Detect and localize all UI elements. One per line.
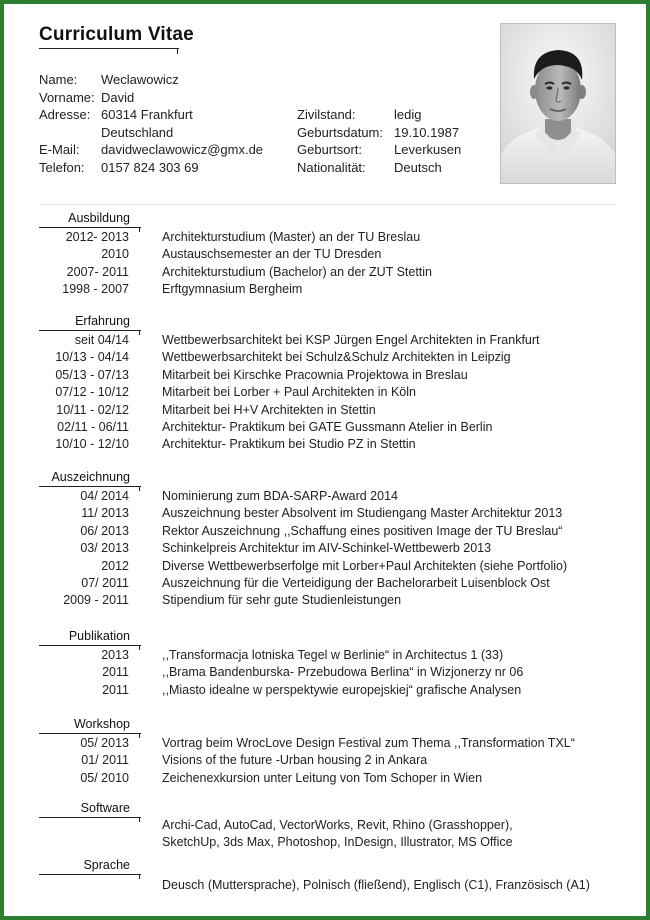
section-publikation (39, 629, 629, 699)
list-item (39, 402, 629, 419)
entry-date: 2011 (102, 682, 129, 697)
list-item (39, 246, 629, 263)
section-rule (39, 733, 141, 734)
section-rule (39, 227, 141, 228)
list-item (39, 281, 629, 298)
entry-text: Wettbewerbsarchitekt bei Schulz&Schulz Architekten in Leipzig (162, 350, 511, 365)
entry-date: 2009 - 2011 (63, 593, 129, 608)
list-item (39, 752, 629, 769)
list-item (39, 664, 629, 681)
entry-date: 2011 (102, 665, 129, 680)
section-rule-tick (139, 817, 140, 822)
entry-text: Architektur- Praktikum bei GATE Gussmann Atelier in Berlin (162, 419, 493, 434)
section-heading: Software (80, 801, 130, 815)
title-underline (39, 48, 179, 49)
section-erfahrung (39, 314, 629, 454)
zivilstand-label: Zivilstand: (297, 107, 356, 122)
list-item (39, 540, 629, 557)
name-label: Name: (39, 72, 78, 87)
telefon-label: Telefon: (39, 159, 85, 175)
sprache-line-1: Deusch (Muttersprache), Polnisch (fließend), Englisch (C1), Französisch (A1) (162, 878, 590, 892)
entry-text: Mitarbeit bei Kirschke Pracownia Projektowa in Breslau (162, 367, 468, 382)
nationalitaet-label: Nationalität: (297, 159, 366, 175)
entry-text: Auszeichnung für die Verteidigung der Bachelorarbeit Luisenblock Ost (162, 575, 550, 590)
list-item (39, 436, 629, 453)
personal-info-left (39, 71, 263, 176)
personal-info-right (297, 106, 461, 176)
entry-date: 06/ 2013 (80, 523, 129, 538)
entry-date: 04/ 2014 (80, 489, 129, 503)
section-rule (39, 645, 141, 646)
entry-text: Mitarbeit bei H+V Architekten in Stettin (162, 402, 376, 417)
email-value: davidweclawowicz@gmx.de (101, 142, 264, 157)
entry-date: 05/ 2010 (80, 770, 129, 785)
entry-text: ,,Miasto idealne w perspektywie europejskiej“ grafische Analysen (162, 682, 522, 697)
geburtsdatum-value: 19.10.1987 (394, 124, 460, 140)
entry-text: Wettbewerbsarchitekt bei KSP Jürgen Engel Architekten in Frankfurt (162, 333, 540, 347)
list-item (39, 367, 629, 384)
list-item (39, 419, 629, 436)
entry-text: ,,Brama Bandenburska- Przebudowa Berlina“ in Wizjonerzy nr 06 (162, 665, 524, 680)
geburtsort-value: Leverkusen (394, 142, 462, 157)
section-rule (39, 874, 141, 875)
header-divider (39, 204, 616, 205)
section-rule (39, 817, 141, 818)
list-item (39, 505, 629, 522)
entry-date: 07/12 - 10/12 (55, 385, 129, 400)
section-heading: Erfahrung (75, 314, 130, 328)
entry-text: Auszeichnung bester Absolvent im Studiengang Master Architektur 2013 (162, 506, 563, 521)
list-item (39, 592, 629, 609)
entry-date: 2010 (101, 247, 129, 262)
entry-date: 1998 - 2007 (62, 282, 129, 297)
list-item (39, 647, 629, 664)
entry-text: Schinkelpreis Architektur im AIV-Schinkel-Wettbewerb 2013 (162, 541, 492, 556)
section-rule (39, 486, 141, 487)
list-item (39, 332, 629, 349)
section-ausbildung (39, 211, 629, 299)
cv-page (4, 4, 646, 916)
name-value: Weclawowicz (101, 72, 179, 87)
entry-text: Architekturstudium (Master) an der TU Breslau (162, 230, 421, 244)
list-item (39, 264, 629, 281)
entry-date: 2013 (101, 648, 129, 662)
entry-date: 2007- 2011 (66, 264, 129, 279)
software-line-2: SketchUp, 3ds Max, Photoshop, InDesign, Illustrator, MS Office (162, 835, 513, 850)
entry-date: 03/ 2013 (80, 541, 129, 556)
telefon-value: 0157 824 303 69 (101, 159, 199, 175)
entry-text: Zeichenexkursion unter Leitung von Tom Schoper in Wien (162, 770, 483, 785)
portrait-photo (500, 23, 616, 184)
zivilstand-value: ledig (394, 107, 422, 122)
list-item (39, 384, 629, 401)
entry-date: 02/11 - 06/11 (57, 419, 129, 434)
list-item (39, 523, 629, 540)
page-title: Curriculum Vitae (39, 24, 194, 45)
list-item (39, 735, 629, 752)
section-heading: Ausbildung (68, 211, 130, 225)
section-rule-tick (139, 874, 140, 879)
nationalitaet-value: Deutsch (394, 159, 442, 175)
entry-text: Stipendium für sehr gute Studienleistungen (162, 593, 402, 608)
list-item (39, 558, 629, 575)
entry-date: 10/11 - 02/12 (56, 402, 129, 417)
entry-date: seit 04/14 (74, 333, 129, 347)
entry-date: 2012 (101, 558, 129, 573)
entry-text: ,,Transformacja lotniska Tegel w Berlinie“ in Architectus 1 (33) (162, 648, 504, 662)
entry-text: Austauschsemester an der TU Dresden (162, 247, 382, 262)
list-item (39, 229, 629, 246)
entry-date: 05/13 - 07/13 (55, 367, 129, 382)
entry-text: Vortrag beim WrocLove Design Festival zum Thema ,,Transformation TXL“ (162, 736, 575, 750)
entry-text: Architektur- Praktikum bei Studio PZ in Stettin (162, 437, 416, 452)
list-item (39, 682, 629, 699)
section-sprache (39, 858, 629, 894)
email-label: E-Mail: (39, 142, 80, 157)
entry-text: Visions of the future -Urban housing 2 in Ankara (162, 753, 428, 768)
entry-text: Nominierung zum BDA-SARP-Award 2014 (162, 489, 398, 503)
entry-date: 2012- 2013 (65, 230, 129, 244)
list-item (39, 575, 629, 592)
adresse-label: Adresse: (39, 107, 91, 122)
section-software (39, 801, 629, 852)
list-item (39, 349, 629, 366)
list-item (39, 488, 629, 505)
entry-date: 11/ 2013 (81, 506, 129, 521)
adresse-line1: 60314 Frankfurt (101, 107, 193, 122)
geburtsort-label: Geburtsort: (297, 142, 363, 157)
entry-date: 10/13 - 04/14 (55, 350, 129, 365)
section-heading: Publikation (68, 629, 130, 643)
vorname-value: David (101, 89, 135, 105)
section-auszeichnung (39, 470, 629, 610)
section-heading: Sprache (83, 858, 130, 872)
adresse-line2: Deutschland (101, 124, 174, 140)
title-underline-tick (177, 48, 178, 54)
entry-date: 10/10 - 12/10 (55, 437, 129, 452)
list-item (39, 770, 629, 787)
section-heading: Workshop (73, 717, 130, 731)
entry-text: Diverse Wettbewerbserfolge mit Lorber+Paul Architekten (siehe Portfolio) (162, 558, 568, 573)
section-heading: Auszeichnung (51, 470, 130, 484)
entry-date: 07/ 2011 (81, 575, 129, 590)
entry-text: Architekturstudium (Bachelor) an der ZUT Stettin (162, 264, 433, 279)
entry-date: 01/ 2011 (81, 753, 129, 768)
geburtsdatum-label: Geburtsdatum: (297, 124, 383, 140)
entry-text: Erftgymnasium Bergheim (162, 282, 303, 297)
section-workshop (39, 717, 629, 787)
entry-date: 05/ 2013 (80, 736, 129, 750)
software-line-1: Archi-Cad, AutoCad, VectorWorks, Revit, Rhino (Grasshopper), (162, 818, 513, 832)
entry-text: Rektor Auszeichnung ,,Schaffung eines positiven Image der TU Breslau“ (162, 523, 563, 538)
section-rule (39, 330, 141, 331)
vorname-label: Vorname: (39, 89, 95, 105)
entry-text: Mitarbeit bei Lorber + Paul Architekten in Köln (162, 385, 416, 400)
